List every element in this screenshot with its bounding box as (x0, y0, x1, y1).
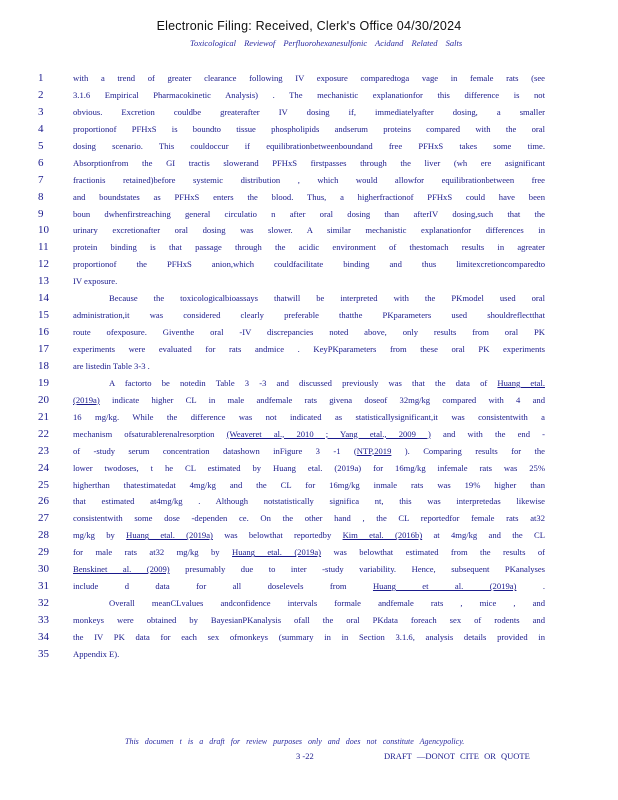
line-number: 19 (38, 376, 49, 389)
line-number: 7 (38, 173, 44, 186)
text-line: Appendix E). (73, 648, 120, 659)
text-line: 3.1.6 Empirical Pharmacokinetic Analysis) . The mechanistic explanationfor this difference is not (73, 89, 545, 100)
line-number: 29 (38, 546, 49, 559)
line-number: 26 (38, 495, 49, 508)
running-title: Toxicological Reviewof Perfluorohexanesulfonic Acidand Related Salts (190, 38, 463, 48)
line-number: 17 (38, 343, 49, 355)
text-line: protein binding is that passage through the acidic environment of thestomach results in agreater (73, 242, 545, 253)
line-number: 28 (38, 529, 49, 542)
citation-link[interactable]: Kim etal. (2016b) (342, 530, 423, 541)
text-line: 16 mg/kg. While the difference was not indicated as statisticallysignificant,it was consistentwith a (73, 411, 545, 422)
line-number: 1 (38, 72, 44, 84)
text-line: are listedin Table 3-3 . (73, 360, 150, 371)
text-span: A factorto be notedin Table 3 -3 and discussed previously was that the data of (109, 377, 498, 388)
line-number: 13 (38, 275, 49, 288)
line-number: 4 (38, 122, 44, 135)
line-number: 16 (38, 326, 49, 339)
text-span: mg/kg by (73, 530, 127, 541)
text-span: was belowthat estimated from the results of (321, 547, 545, 558)
line-number: 32 (38, 597, 49, 610)
line-number: 9 (38, 207, 44, 220)
text-line: IV exposure. (73, 276, 118, 287)
draft-disclaimer: This documen t is a draft for review purposes only and does not constitute Agencypolicy. (125, 737, 465, 746)
citation-link[interactable]: Benskinet al. (2009) (73, 564, 170, 575)
text-line: that estimated at4mg/kg . Although notstatistically significa nt, this was interpretedas likewise (73, 496, 545, 507)
text-span: of -study serum concentration datashown inFigure 3 -1 ( (73, 445, 357, 456)
text-line: Overall meanCLvalues andconfidence intervals formale andfemale rats , mice , and (109, 598, 545, 609)
text-span: include d data for all doselevels from (73, 581, 373, 592)
line-number: 18 (38, 359, 49, 372)
text-line: with a trend of greater clearance following IV exposure comparedtoga vage in female rats (see (73, 73, 545, 83)
line-number: 14 (38, 292, 49, 305)
line-number: 33 (38, 614, 49, 626)
line-number: 34 (38, 630, 49, 643)
text-line: Because the toxicologicalbioassays thatwill be interpreted with the PKmodel used oral (109, 293, 545, 304)
text-line: the IV PK data for each sex ofmonkeys (summary in in Section 3.1.6, analysis details provided in (73, 631, 545, 642)
text-line: administration,it was considered clearly preferable thatthe PKparameters used shouldreflectthat (73, 310, 545, 321)
draft-notice: DRAFT —DONOT CITE OR QUOTE (384, 751, 530, 761)
text-line (73, 544, 545, 561)
text-span: indicate higher CL in male andfemale rats givena doseof 32mg/kg compared with 4 and (99, 394, 545, 405)
text-line: urinary excretionafter oral dosing was slower. A similar mechanistic explanationfor differences in (73, 225, 545, 236)
text-line: dosing scenario. This couldoccur if equilibrationbetweenboundand free PFHxS takes some time. (73, 140, 545, 151)
text-line (73, 375, 545, 392)
line-number: 10 (38, 224, 49, 237)
text-line (73, 426, 545, 443)
line-numbers (38, 70, 56, 663)
text-span: ). Comparing results for the (391, 445, 545, 456)
line-number: 5 (38, 139, 44, 152)
text-line (73, 443, 545, 460)
citation-link[interactable]: Huang etal. (2019a) (126, 530, 213, 541)
line-number: 22 (38, 427, 49, 440)
text-span: at 4mg/kg and the CL (422, 530, 545, 541)
text-span: mechanism ofsaturablerenalresorption (73, 428, 227, 439)
line-number: 3 (38, 105, 44, 118)
text-line: consistentwith some dose -dependen ce. On the other hand , the CL reportedfor female rats at32 (73, 513, 545, 524)
text-line: boun dwhenfirstreaching general circulatio n after oral dosing than afterIV dosing,such that the (73, 208, 545, 219)
text-span: . (516, 581, 545, 592)
line-number: 2 (38, 88, 44, 101)
line-number: 31 (38, 580, 49, 593)
filing-stamp: Electronic Filing: Received, Clerk's Office 04/30/2024 (156, 19, 462, 33)
text-line: obvious. Excretion couldbe greaterafter IV dosing if, immediatelyafter dosing, a smaller (73, 106, 545, 117)
text-line: and boundstates as PFHxS enters the blood. Thus, a higherfractionof PFHxS could have been (73, 191, 545, 202)
line-number: 21 (38, 410, 49, 423)
text-line (73, 527, 545, 544)
line-number: 15 (38, 309, 49, 322)
line-number: 35 (38, 647, 49, 660)
text-line (73, 561, 545, 578)
text-line (73, 392, 545, 409)
line-number: 24 (38, 461, 49, 474)
document-body (73, 70, 545, 663)
line-number: 23 (38, 444, 49, 457)
line-number: 30 (38, 563, 49, 576)
text-line: fractionis retained)before systemic distribution , which would allowfor equilibrationbetween free (73, 174, 545, 185)
line-number: 25 (38, 478, 49, 491)
text-span: for male rats at32 mg/kg by (73, 547, 233, 558)
text-span: presumably due to inter -study variability. Hence, subsequent PKanalyses (169, 564, 545, 575)
text-line (73, 578, 545, 595)
citation-link[interactable]: NTP,2019 (356, 445, 392, 456)
text-span: and with the end - (430, 428, 545, 439)
line-number: 20 (38, 393, 49, 406)
line-number: 12 (38, 258, 49, 271)
citation-link[interactable]: (Weaveret al., 2010 ; Yang etal., 2009 ) (226, 428, 431, 439)
text-line: monkeys were obtained by BayesianPKanalysis ofall the oral PKdata foreach sex of rodents and (73, 615, 545, 625)
line-number: 6 (38, 156, 44, 169)
text-line: higherthan thatestimatedat 4mg/kg and the CL for 16mg/kg inmale rats was 19% higher than (73, 479, 545, 490)
text-line: route ofexposure. Giventhe oral -IV discrepancies noted above, only results from oral PK (73, 327, 545, 338)
citation-link[interactable]: (2019a) (73, 394, 100, 405)
citation-link[interactable]: Huang etal. (2019a) (232, 547, 322, 558)
text-line: lower twodoses, t he CL estimated by Huang etal. (2019a) for 16mg/kg infemale rats was 25% (73, 462, 545, 473)
line-number: 11 (38, 241, 49, 254)
text-span: was belowthat reportedby (212, 530, 343, 541)
text-line: proportionof PFHxS is boundto tissue phospholipids andserum proteins compared with the oral (73, 123, 545, 134)
page-number: 3 -22 (296, 751, 314, 761)
line-number: 27 (38, 512, 49, 525)
line-number: 8 (38, 190, 44, 203)
text-line: proportionof the PFHxS anion,which couldfacilitate binding and thus limitexcretioncomparedto (73, 259, 545, 270)
citation-link[interactable]: Huang et al. (2019a) (372, 581, 517, 592)
citation-link[interactable]: Huang etal. (497, 377, 545, 388)
text-line: experiments were evaluated for rats andmice . KeyPKparameters from these oral PK experiments (73, 344, 545, 354)
text-line: Absorptionfrom the GI tractis slowerand PFHxS firstpasses through the liver (wh ere asignificant (73, 157, 545, 168)
